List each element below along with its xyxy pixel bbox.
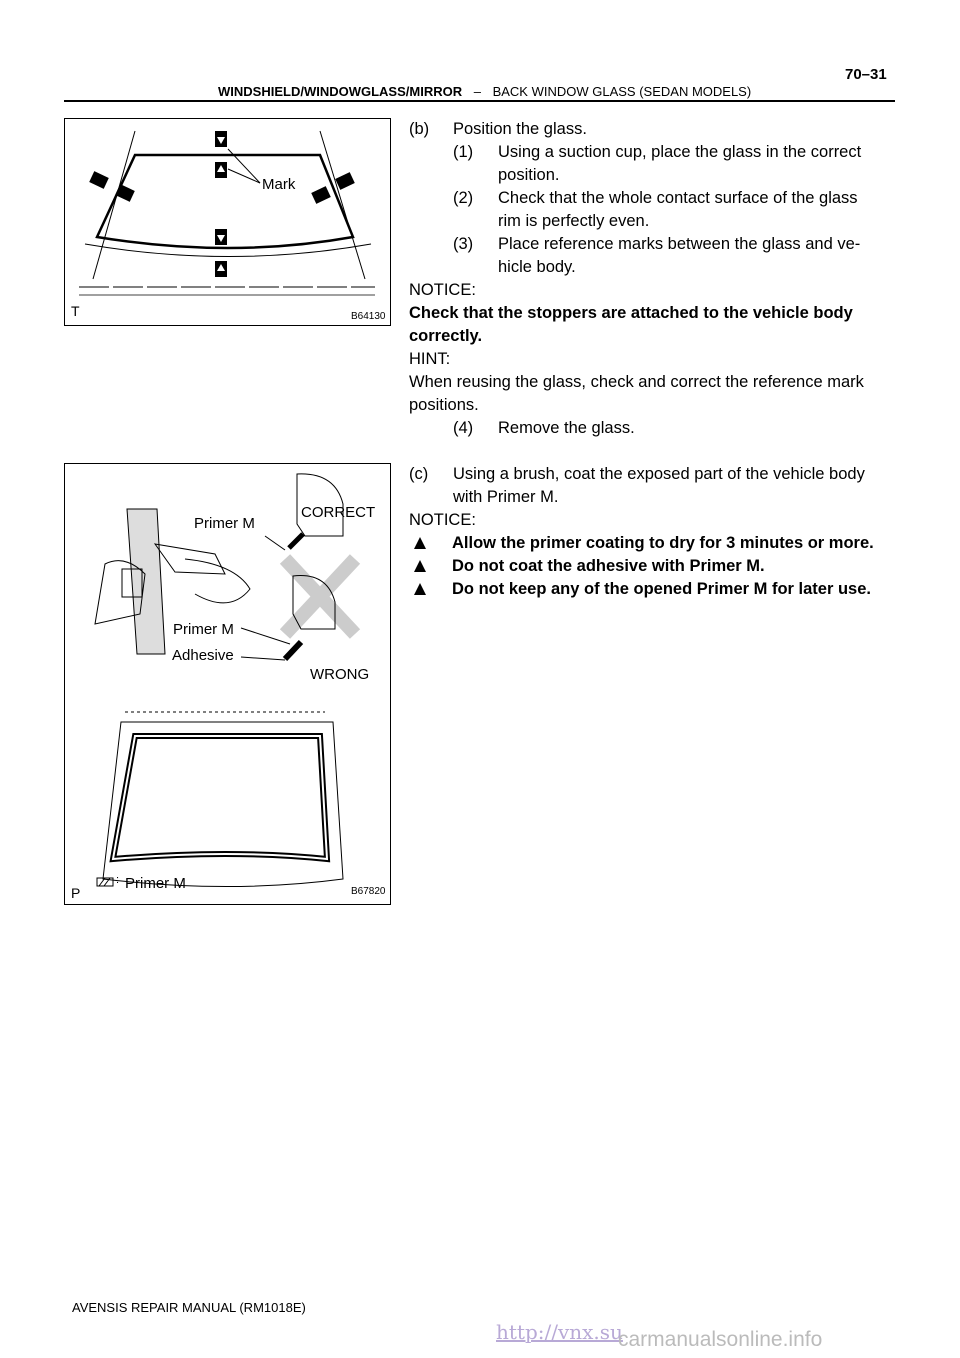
glass-marks-illustration — [65, 119, 390, 325]
figure2-corner-letter: P — [71, 885, 81, 901]
step-b-number: (b) — [409, 120, 430, 138]
hint-line1: When reusing the glass, check and correct the reference mark — [409, 373, 864, 391]
header-subsection: BACK WINDOW GLASS (SEDAN MODELS) — [492, 84, 752, 99]
notice2-heading: NOTICE: — [409, 511, 476, 529]
page-number: 70–31 — [845, 66, 887, 83]
header-section: WINDSHIELD/WINDOWGLASS/MIRROR — [218, 84, 463, 99]
primer-top-label: Primer M — [194, 515, 255, 532]
step-b1-number: (1) — [453, 143, 474, 161]
hint-heading: HINT: — [409, 350, 451, 368]
legend-colon: : — [116, 874, 120, 886]
step-b4-number: (4) — [453, 419, 474, 437]
bullet-text: Allow the primer coating to dry for 3 minutes or more. — [452, 534, 874, 552]
figure1-corner-letter: T — [71, 303, 80, 319]
step-b1-line2: position. — [498, 166, 560, 184]
notice2-bullet — [414, 555, 765, 578]
notice1-line2: correctly. — [409, 327, 483, 345]
step-b3-line1: Place reference marks between the glass and ve- — [498, 235, 861, 253]
primer-mid-label: Primer M — [173, 621, 234, 638]
triangle-bullet-icon — [414, 560, 426, 572]
step-b3-number: (3) — [453, 235, 474, 253]
watermark-vnx: http://vnx.su — [496, 1320, 623, 1344]
notice1-heading: NOTICE: — [409, 281, 476, 299]
watermark-carmanuals: carmanualsonline.info — [618, 1328, 823, 1351]
bullet-text: Do not coat the adhesive with Primer M. — [452, 557, 765, 575]
notice2-bullet — [414, 578, 871, 601]
hint-line2: positions. — [409, 396, 479, 414]
bullet-text: Do not keep any of the opened Primer M for later use. — [452, 580, 871, 598]
step-b-text: Position the glass. — [453, 120, 587, 138]
figure-glass-marks — [64, 118, 391, 326]
header-separator: – — [473, 84, 481, 99]
step-b2-line2: rim is perfectly even. — [498, 212, 650, 230]
notice1-line1: Check that the stoppers are attached to the vehicle body — [409, 304, 853, 322]
mark-label: Mark — [262, 176, 296, 193]
figure2-code: B67820 — [351, 886, 386, 897]
legend-text: Primer M — [125, 875, 186, 892]
figure-primer-application — [64, 463, 391, 905]
triangle-bullet-icon — [414, 583, 426, 595]
step-c-line1: Using a brush, coat the exposed part of the vehicle body — [453, 465, 865, 483]
triangle-bullet-icon — [414, 537, 426, 549]
figure1-code: B64130 — [351, 311, 386, 322]
running-header — [218, 84, 751, 99]
correct-label: CORRECT — [301, 504, 376, 521]
footer-manual: AVENSIS REPAIR MANUAL (RM1018E) — [72, 1300, 306, 1315]
step-b2-number: (2) — [453, 189, 474, 207]
step-c-number: (c) — [409, 465, 429, 483]
notice2-bullet — [414, 532, 874, 555]
header-rule — [64, 100, 895, 102]
wrong-label: WRONG — [310, 666, 370, 683]
step-c-line2: with Primer M. — [453, 488, 559, 506]
step-b2-line1: Check that the whole contact surface of the glass — [498, 189, 858, 207]
step-b4-text: Remove the glass. — [498, 419, 635, 437]
step-b3-line2: hicle body. — [498, 258, 576, 276]
adhesive-label: Adhesive — [172, 647, 234, 664]
step-b1-line1: Using a suction cup, place the glass in the correct — [498, 143, 862, 161]
